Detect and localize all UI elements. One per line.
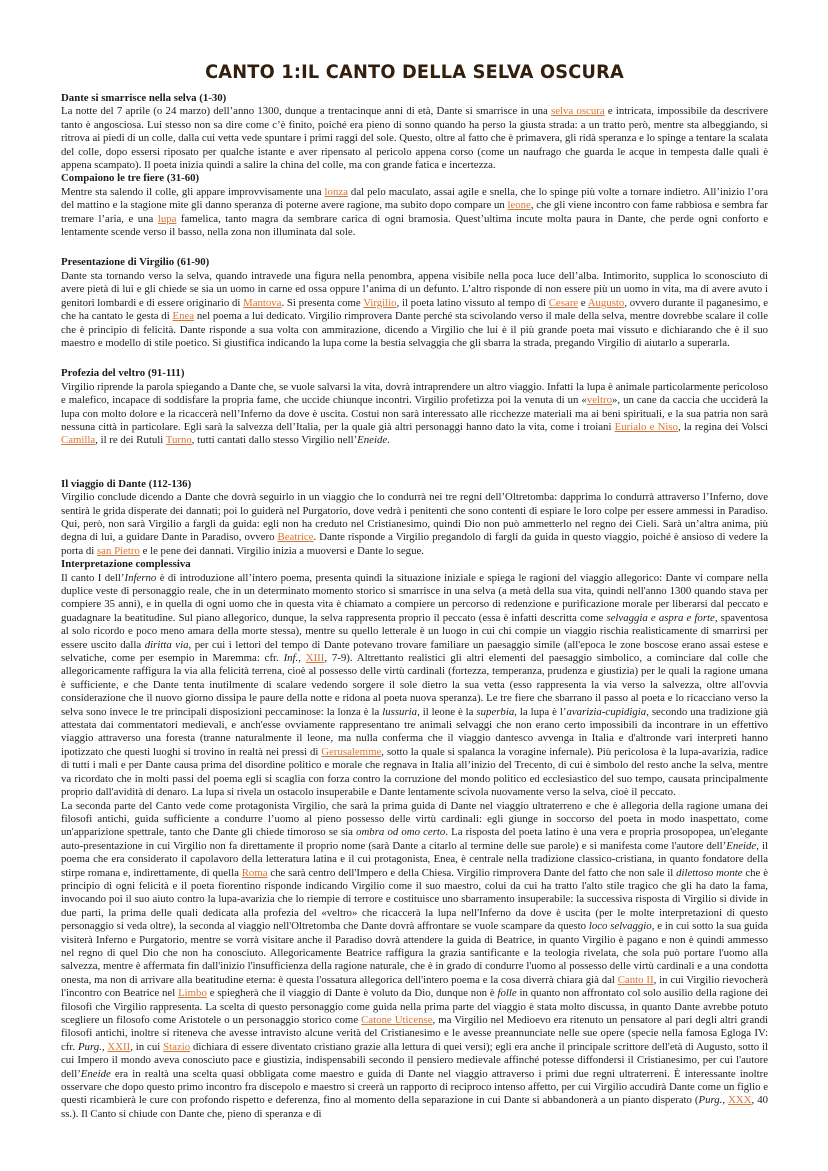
text-run: , il leone è la xyxy=(417,705,477,718)
section-heading: Profezia del veltro (91-111) xyxy=(61,367,185,380)
document-page xyxy=(61,62,768,1121)
text-run: nel poema a lui dedicato. Virgilio rimprovera Dante perché sta scivolando verso il male della selva, mentre dovrebbe scalare il colle che è principio di felicità. Dante risponde a sua volta con ammirazione, dicendo a Virgilio che lui è il più grande poeta mai vissuto e dichiarando che è il suo maestro e modello di stile poetico. Si giustifica indicando la lupa come la bestia selvaggia che gli sbarra la strada, pregando Virgilio di aiutarlo a superarla. xyxy=(61,310,768,349)
text-run: e spiegherà che il viaggio di Dante è voluto da Dio, dunque non è xyxy=(206,987,498,1000)
inline-link[interactable]: Turno xyxy=(165,434,192,447)
text-run: e le pene dei dannati. Virgilio inizia a muoversi e Dante lo segue. xyxy=(139,544,424,557)
italic-text: Purg. xyxy=(698,1094,723,1107)
text-run: , 40 ss.). Il Canto si chiude con Dante che, pieno di speranza e di xyxy=(61,1094,768,1120)
inline-link[interactable]: Mantova xyxy=(243,296,282,309)
text-run: . Dante risponde a Virgilio pregandolo di fargli da guida in questo viaggio, poiché è ansioso di vedere la porta di xyxy=(61,531,768,557)
text-run: , in cui Virgilio rievocherà l'incontro con Beatrice nel xyxy=(61,973,768,1000)
text-run: dichiara di essere diventato cristiano grazie alla lettura di quei versi); egli era anche il principale scrittore dell'età di Augusto, sotto il cui Impero il mondo aveva conosciuto pace e giustizia, indispensabili secondo il pensiero medievale affinché potesse diffondersi il Cristianesimo, per cui l'autore dell’ xyxy=(61,1040,768,1080)
italic-text: Inferno xyxy=(124,571,157,584)
text-run: . La risposta del poeta latino è una vera e propria prosopopea, un'elegante auto-presentazione in cui Virgilio non fa direttamente il proprio nome (sarà Dante a citarlo al termine delle sue parole) e si manifesta come l'autore dell’ xyxy=(61,826,768,852)
section-heading: Dante si smarrisce nella selva (1-30) xyxy=(61,92,227,104)
text-run: Dante sta tornando verso la selva, quando intravede una figura nella penombra, appena visibile nella poca luce dell’alba. Intimorito, supplica lo sconosciuto di avere pietà di lui e gli chiede se sia un uomo in carne ed ossa oppure l’anima di un defunto. L’altro risponde di non essere più un uomo in vita, ma di avere avuto i genitori lombardi e di essere originario di xyxy=(61,269,768,309)
text-run: , il poeta latino vissuto al tempo di xyxy=(396,296,549,309)
section-interpretazione xyxy=(61,558,768,1121)
inline-link[interactable]: Enea xyxy=(172,310,195,323)
italic-text: dilettoso monte xyxy=(676,866,743,879)
text-run: . Si presenta come xyxy=(281,296,364,309)
text-run: , tutti cantati dallo stesso Virgilio nell’ xyxy=(191,434,358,447)
inline-link[interactable]: Catone Uticense xyxy=(361,1014,433,1026)
inline-link[interactable]: XXII xyxy=(107,1040,131,1053)
text-run: , 7-9). Altrettanto realistici gli altri elementi del paesaggio simbolico, a cominciare dal colle che allegoricamente raffigura la via alla felicità terrena, cioè al possesso delle virtù cardinali (fortezza, temperanza, prudenza e giustizia) per le quali la ragione umana è sufficiente, e che Dante tenta inutilmente di scalare vedendo sorgere il sole dietro la sua vetta (esso rappresenta la via verso la salvezza, oltre all'ovvia considerazione che il nuovo giorno dissipa le paure della notte e ridona al poeta nuova speranza). Le tre fiere che sbarrano il passo al poeta e lo ricacciano verso la selva sono invece le tre principali disposizioni peccaminose: la lonza è la xyxy=(61,652,768,718)
text-run: , ovvero durante il paganesimo, e che ha cantato le gesta di xyxy=(61,296,768,323)
sections xyxy=(61,92,768,1121)
italic-text: folle xyxy=(497,987,517,1000)
section-heading: Presentazione di Virgilio (61-90) xyxy=(61,256,210,269)
inline-link[interactable]: Augusto xyxy=(587,296,625,309)
inline-link[interactable]: leone xyxy=(507,199,531,212)
text-run: è di introduzione all’intero poema, presenta quindi la situazione iniziale e spiega le ragioni del viaggio allegorico: Dante vi compare nella duplice veste di personaggio reale, che in un determinato momento storico si smarrisce in una selva (a metà della sua vita, quindi nell'anno 1300 quando stava per compiere 35 anni), e in quella di ogni uomo che in questa vita è chiamato a compiere un percorso di redenzione e purificazione morale per liberarsi dal peccato e guadagnare la beatitudine. Sul piano allegorico, dunque, la selva rappresenta proprio il peccato (essa è infatti descritta come xyxy=(61,571,768,624)
text-run: in quanto non affrontato col solo ausilio della ragione dei filosofi che Virgilio rappresenta. La scelta di questo personaggio come guida nella prima parte del viaggio è stata molto discussa, in quanto Dante avrebbe potuto scegliere un filosofo come Aristotele o un personaggio storico come xyxy=(61,987,769,1026)
text-run: e xyxy=(578,296,588,309)
text-run: , xyxy=(722,1094,729,1107)
text-run: , il poema che era considerato il capolavoro della letteratura latina e il cui protagonista, Enea, è centrale nella tradizione classico-cristiana, in quanto fondatore della stirpe romana e, indirettamente, di quella xyxy=(61,839,768,879)
italic-text: selvaggia e aspra e forte xyxy=(606,611,715,624)
text-run: , che gli viene incontro con fame rabbiosa e sembra far tremare l’aria, e una xyxy=(61,199,768,225)
section-presentazione-virgilio xyxy=(61,256,768,350)
text-run: , sotto la quale si spalanca la voragine infernale). Più pericolosa è la lupa-avarizia, radice di tutti i mali e per Dante causa prima del disordine politico e morale che regnava in Italia all’inizio del Trecento, di cui è simbolo del resto anche la selva, mentre va ricordato che in molti passi del poema egli si scaglia con forza contro la corruzione del mondo politico ed ecclesiastico del suo tempo, causata principalmente proprio dall'avidità di denaro. La lupa si rivela un ostacolo insuperabile e Dante lentamente scivola nuovamente verso la selva, cioè il peccato. xyxy=(61,745,768,799)
italic-text: diritta via xyxy=(144,638,189,651)
italic-text: superbia xyxy=(476,705,515,718)
text-run: », un cane da caccia che ucciderà la lupa con molto dolore e la ricaccerà nell’Inferno da dove è uscita. Costui non sarà interessato alle ricchezze materiali ma ai beni spirituali, e la sua patria non sarà nessuna città in particolare. Egli sarà la salvezza dell’Italia, per la quale già altri personaggi hanno dato la vita, come i troiani xyxy=(61,394,768,433)
section-heading: Compaiono le tre fiere (31-60) xyxy=(61,172,200,185)
text-run: era in realtà una scelta quasi obbligata come maestro e guida di Dante nel viaggio attraverso i primi due regni ultraterreni. È interessante inoltre osservare che dopo questo primo incontro fra discepolo e maestro si creerà un rapporto di reciproco intenso affetto, per cui Virgilio accudirà Dante come un figlio e questi ricambierà le cure con profondo rispetto e deferenza, fino al momento della separazione in cui Dante si abbandonerà a un pianto disperato ( xyxy=(61,1067,768,1107)
text-run: , ma Virgilio nel Medioevo era ritenuto un pensatore al pari degli altri grandi filosofi antichi, inoltre si riteneva che avesse intravisto alcune verità del Cristianesimo e le avesse preannunciate nelle sue opere (specie nella famosa Egloga IV: cfr. xyxy=(61,1014,768,1053)
italic-text: lussuria xyxy=(382,705,418,718)
inline-link[interactable]: Eurialo e Niso xyxy=(614,420,678,433)
text-run: dal pelo maculato, assai agile e snella, che lo spinge più volte a tornare indietro. All’inizio l’ora del mattino e la stagione mite gli danno speranza di poterne avere ragione, ma subito dopo compare un xyxy=(61,185,768,212)
paragraph xyxy=(61,270,768,350)
paragraph xyxy=(61,800,768,1122)
section-smarrimento xyxy=(61,92,768,172)
paragraph xyxy=(61,186,768,240)
inline-link[interactable]: Gerusalemme xyxy=(321,745,382,758)
inline-link[interactable]: lupa xyxy=(157,212,177,225)
text-run: Il canto I dell’ xyxy=(61,571,125,584)
text-run: e intricata, impossibile da descrivere tanto è angosciosa. Lui stesso non sa dire come c’è finito, poiché era pieno di sonno quando ha perso la giusta strada: a un tratto però, mentre sta albeggiando, si ritrova ai piedi di un colle, dalla cui vetta vede spuntare i primi raggi del sole. Questo, oltre al fatto che è primavera, gli ridà speranza e lo spinge a tentare la scalata del colle, dopo essersi riposato per qualche istante e aver ripensato al pericolo appena corso (come un naufrago che guarda le acque in tempesta dalle quali è appena scampato). Il poeta inizia quindi a salire la china del colle, ma con grande fatica e incertezza. xyxy=(61,105,769,172)
italic-text: loco selvaggio xyxy=(588,920,652,933)
inline-link[interactable]: Virgilio xyxy=(363,296,397,309)
text-run: , per cui i lettori del tempo di Dante potevano trovare familiare un paesaggio simile (all'epoca le zone boscose erano assai estese e selvatiche, come per esempio in Maremma: cfr. xyxy=(61,638,768,665)
inline-link[interactable]: XXX xyxy=(728,1094,752,1107)
page-title: CANTO 1:IL CANTO DELLA SELVA OSCURA xyxy=(205,62,624,83)
paragraph xyxy=(61,572,768,800)
text-run: famelica, tanto magra da sembrare carica di ogni bramosia. Quest’ultima incute molta paura in Dante, che perde ogni conforto e lentamente scende verso il basso, nella zona non illuminata dal sole. xyxy=(61,212,768,239)
inline-link[interactable]: Roma xyxy=(241,866,268,879)
text-run: , il re dei Rutuli xyxy=(95,434,166,447)
text-run: Virgilio riprende la parola spiegando a Dante che, se vuole salvarsi la vita, dovrà intraprendere un altro viaggio. Infatti la lupa è animale particolarmente pericoloso e malefico, incapace di soddisfare la propria fame, che uccide chiunque incontri. Virgilio profetizza poi la venuta di un « xyxy=(61,380,768,407)
inline-link[interactable]: Limbo xyxy=(178,987,207,1000)
italic-text: Inf. xyxy=(283,652,299,665)
inline-link[interactable]: lonza xyxy=(324,185,348,198)
italic-text: Eneide xyxy=(357,434,388,447)
inline-link[interactable]: selva oscura xyxy=(551,105,605,118)
section-profezia-veltro xyxy=(61,367,768,447)
text-run: , e in cui sotto la sua guida visiterà Inferno e Purgatorio, mentre se vorrà visitare anche il Paradiso dovrà attendere la guida di Beatrice, in quanto Virgilio è pagano e non è quindi ammesso nel regno di quel Dio che non ha conosciuto. Allegoricamente Beatrice raffigura la grazia santificante e la teologia rivelata, che sola può portare l'uomo alla salvezza, mentre è affermata fin dall'inizio l'insufficienza della ragione naturale, che è in grado di condurre l'uomo al possesso delle virtù cardinali e a una condotta onesta, ma non di arrivare alla beatitudine eterna: è questa l'ossatura allegorica dell'intero poema e la cosa diverrà chiara già dal xyxy=(61,920,768,986)
text-run: , xyxy=(298,652,306,665)
inline-link[interactable]: san Pietro xyxy=(96,544,140,557)
text-run: Mentre sta salendo il colle, gli appare improvvisamente una xyxy=(61,185,325,198)
text-run: , la lupa è l’ xyxy=(514,705,567,718)
text-run: , secondo una tradizione già attestata dai commentatori medievali, e anch'esse ovviamente rappresentano tre animali selvaggi che non erano certo impossibili da incontrare in un effettivo viaggio attraverso una foresta (tranne naturalmente il leone, ma nulla conferma che il viaggio dantesco avvenga in Italia e d'altronde vari interpreti hanno ipotizzato che questi luoghi si trovino in realtà nei pressi di xyxy=(61,705,768,758)
text-run: . xyxy=(387,434,390,447)
section-viaggio-dante xyxy=(61,478,768,558)
text-run: , spaventosa al solo ricordo e poco meno amara della morte stessa), mentre su quello letterale è un luogo in cui chi compie un viaggio rischia realisticamente di smarrirsi per essere uscito dalla xyxy=(61,611,768,651)
paragraph xyxy=(61,105,768,172)
text-run: , la regina dei Volsci xyxy=(677,420,768,433)
italic-text: avarizia-cupidigia xyxy=(566,705,647,718)
section-heading: Il viaggio di Dante (112-136) xyxy=(61,477,192,490)
section-heading: Interpretazione complessiva xyxy=(61,558,191,571)
text-run: che sarà centro dell'Impero e della Chiesa. Virgilio rimprovera Dante del fatto che non sale il xyxy=(267,866,677,879)
inline-link[interactable]: Camilla xyxy=(61,434,96,447)
italic-text: Purg. xyxy=(77,1040,102,1053)
text-run: , in cui xyxy=(130,1040,164,1053)
italic-text: Eneide xyxy=(726,839,757,852)
text-run: , xyxy=(101,1040,108,1053)
inline-link[interactable]: Stazio xyxy=(163,1040,191,1053)
section-tre-fiere xyxy=(61,172,768,239)
text-run: Virgilio conclude dicendo a Dante che dovrà seguirlo in un viaggio che lo condurrà nei tre regni dell’Oltretomba: dapprima lo condurrà attraverso l’Inferno, dove sentirà le grida disperate dei dannati; poi lo guiderà nel Purgatorio, dove vedrà i penitenti che sono contenti di espiare le loro colpe per essere ammessi in Paradiso. Qui, però, non sarà Virgilio a fargli da guida: egli non ha creduto nel Cristianesimo, quindi Dio non può ammetterlo nel regno dei Cieli. Sarà un’altra anima, più degna di lui, a guidare Dante in Paradiso, ovvero xyxy=(61,491,768,544)
inline-link[interactable]: Beatrice xyxy=(277,531,314,544)
text-run: La notte del 7 aprile (o 24 marzo) dell’anno 1300, dunque a trentacinque anni di età, Dante si smarrisce in una xyxy=(61,105,552,118)
text-run: La seconda parte del Canto vede come protagonista Virgilio, che sarà la prima guida di Dante nel viaggio ultraterreno e che è allegoria della ragione umana dei filosofi antichi, guida sufficiente a condurre l’uomo al pieno possesso delle virtù cardinali: egli giunge in soccorso del poeta in modo inaspettato, come un'apparizione spettrale, tanto che Dante gli chiede timoroso se sia xyxy=(61,799,768,839)
inline-link[interactable]: Cesare xyxy=(548,296,579,309)
paragraph xyxy=(61,491,768,558)
text-run: che è principio di ogni felicità e il poeta fiorentino risponde indicando Virgilio come il suo maestro, colui da cui ha tratto l'alto stile tragico che gli ha dato la fama, invocando poi il suo aiuto contro la lupa-avarizia che lo riempie di terrore e costituisce uno sbarramento insuperabile: la successiva risposta di Virgilio si divide in due parti, la prima delle quali dedicata alla profezia del «veltro» che ricaccerà la lupa nell'Inferno da dove è uscita (per le molte interpretazioni di questo personaggio si veda oltre), la seconda al viaggio nell'Oltretomba che Dante dovrà affrontare se vuole scampare da questo xyxy=(61,866,768,933)
inline-link[interactable]: XIII xyxy=(305,652,325,665)
italic-text: ombra od omo certo xyxy=(356,826,446,839)
paragraph xyxy=(61,381,768,448)
inline-link[interactable]: Canto II xyxy=(617,973,654,986)
italic-text: Eneide xyxy=(80,1067,111,1080)
inline-link[interactable]: veltro xyxy=(586,394,613,407)
